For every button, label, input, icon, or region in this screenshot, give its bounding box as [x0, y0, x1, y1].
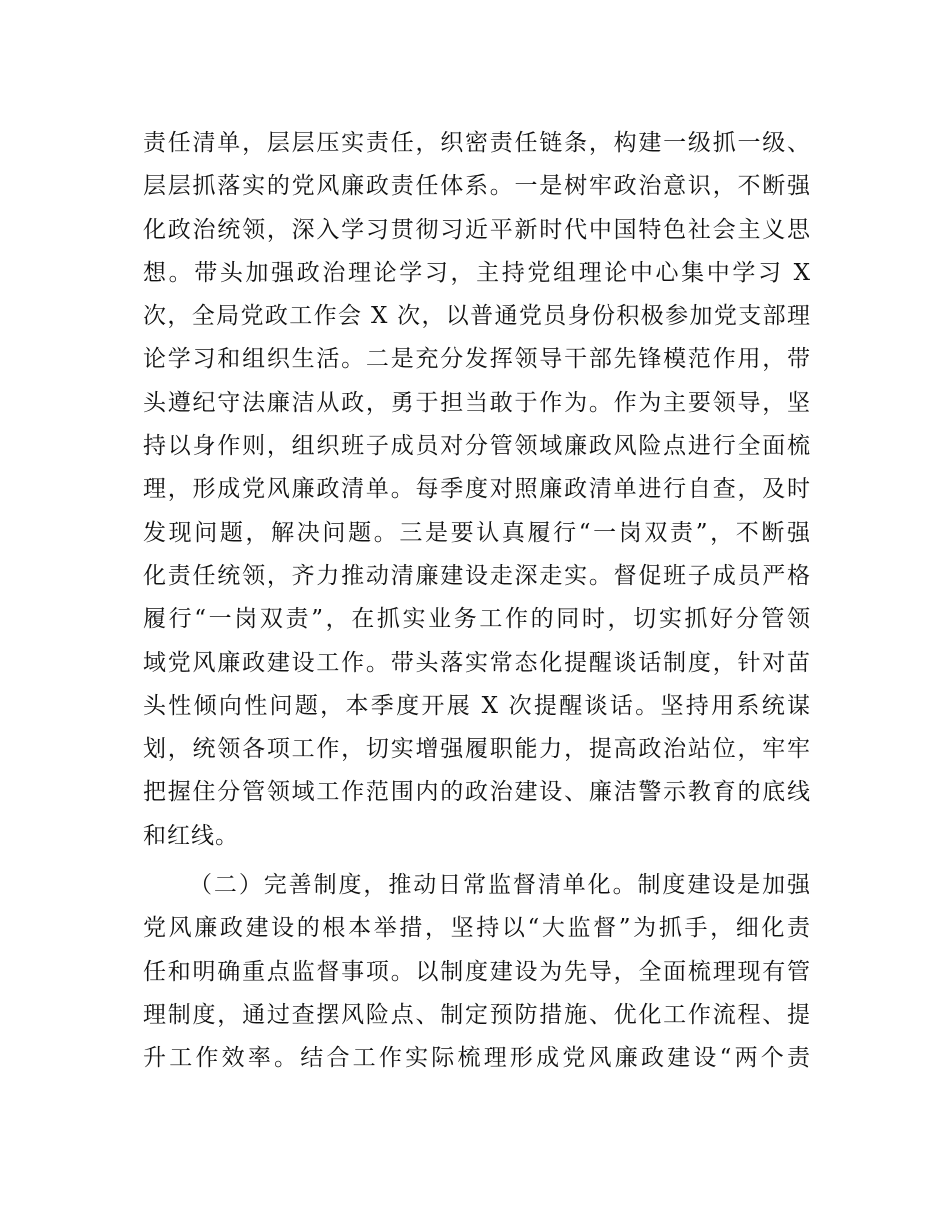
- paragraph-line: 任和明确重点监督事项。以制度建设为先导，全面梳理现有管: [143, 958, 811, 985]
- paragraph-line: 发现问题，解决问题。三是要认真履行“一岗双责”，不断强: [143, 519, 811, 546]
- section-heading-line: （二）完善制度，推动日常监督清单化。制度建设是加强: [189, 872, 811, 898]
- paragraph-line: 层层抓落实的党风廉政责任体系。一是树牢政治意识，不断强: [143, 173, 811, 200]
- paragraph-line: 理，形成党风廉政清单。每季度对照廉政清单进行自查，及时: [143, 476, 811, 503]
- paragraph-line: 论学习和组织生活。二是充分发挥领导干部先锋模范作用，带: [143, 346, 811, 373]
- paragraph-line: 划，统领各项工作，切实增强履职能力，提高政治站位，牢牢: [143, 736, 811, 763]
- body-paragraph-2: [143, 864, 811, 1080]
- paragraph-line: 持以身作则，组织班子成员对分管领域廉政风险点进行全面梳: [143, 433, 811, 460]
- paragraph-line: 域党风廉政建设工作。带头落实常态化提醒谈话制度，针对苗: [143, 649, 811, 676]
- paragraph-line: 和红线。: [143, 822, 239, 849]
- paragraph-line: 化责任统领，齐力推动清廉建设走深走实。督促班子成员严格: [143, 562, 811, 589]
- paragraph-line: 化政治统领，深入学习贯彻习近平新时代中国特色社会主义思: [143, 216, 811, 243]
- paragraph-line: 头性倾向性问题，本季度开展 X 次提醒谈话。坚持用系统谋: [143, 692, 811, 719]
- paragraph-line: 次，全局党政工作会 X 次，以普通党员身份积极参加党支部理: [143, 303, 811, 330]
- paragraph-line: 想。带头加强政治理论学习，主持党组理论中心集中学习 X: [143, 259, 811, 286]
- paragraph-line: 责任清单，层层压实责任，织密责任链条，构建一级抓一级、: [143, 130, 811, 156]
- paragraph-line: 履行“一岗双责”，在抓实业务工作的同时，切实抓好分管领: [143, 606, 811, 633]
- paragraph-line: 党风廉政建设的根本举措，坚持以“大监督”为抓手，细化责: [143, 915, 811, 942]
- paragraph-line: 升工作效率。结合工作实际梳理形成党风廉政建设“两个责: [143, 1045, 811, 1072]
- paragraph-line: 把握住分管领域工作范围内的政治建设、廉洁警示教育的底线: [143, 779, 811, 806]
- body-paragraph-1: [143, 122, 811, 858]
- paragraph-line: 理制度，通过查摆风险点、制定预防措施、优化工作流程、提: [143, 1001, 811, 1028]
- paragraph-line: 头遵纪守法廉洁从政，勇于担当敢于作为。作为主要领导，坚: [143, 389, 811, 416]
